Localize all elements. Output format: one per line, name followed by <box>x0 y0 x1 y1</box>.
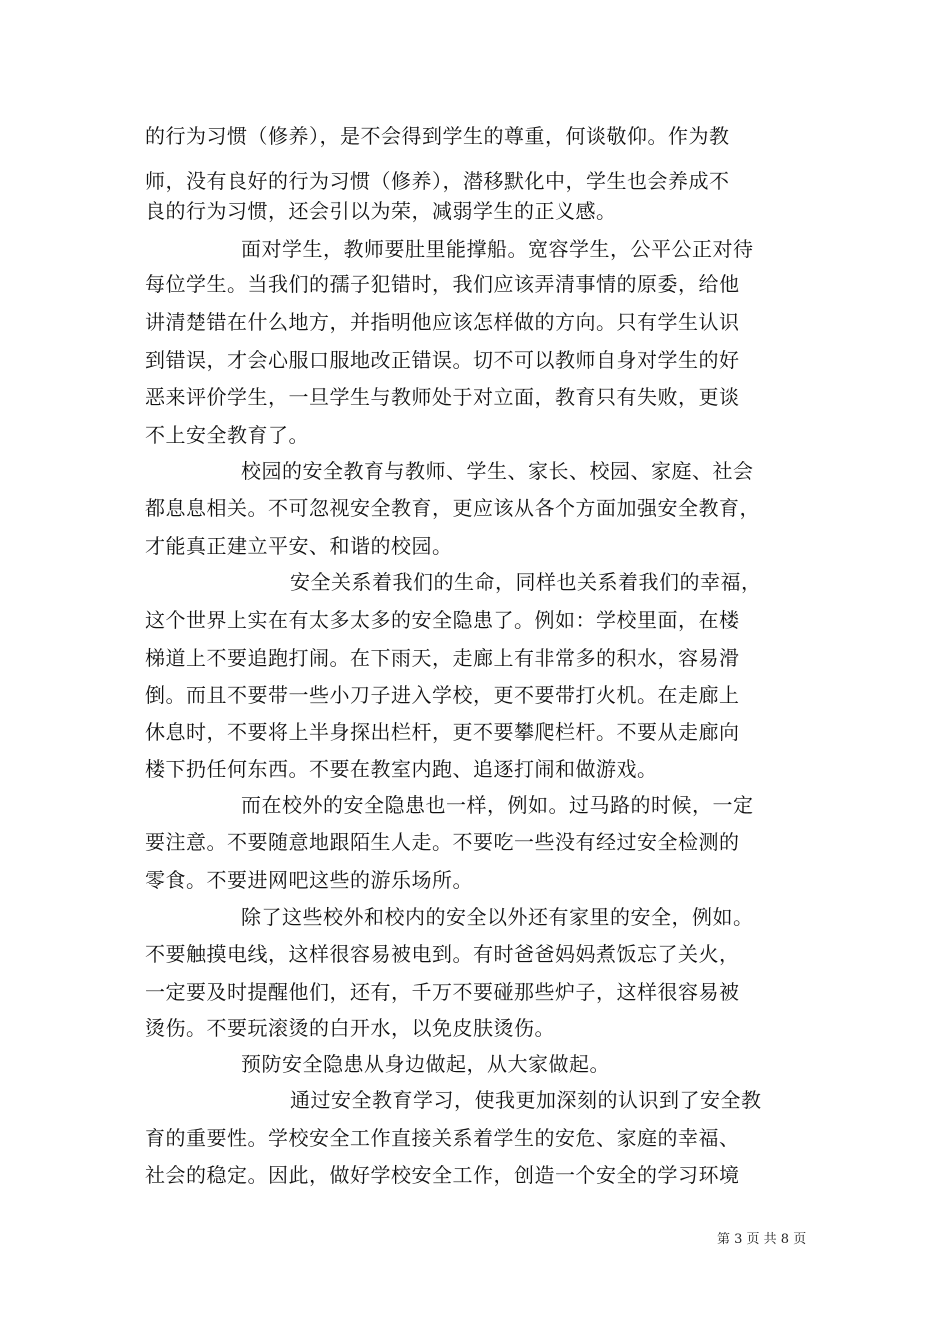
text-line: 预防安全隐患从身边做起，从大家做起。 <box>241 1052 610 1076</box>
text-line: 良的行为习惯，还会引以为荣，减弱学生的正义感。 <box>145 199 617 223</box>
text-line: 恶来评价学生，一旦学生与教师处于对立面，教育只有失败，更谈 <box>145 385 740 409</box>
text-line: 每位学生。当我们的孺子犯错时，我们应该弄清事情的原委，给他 <box>145 272 740 296</box>
text-line: 到错误，才会心服口服地改正错误。切不可以教师自身对学生的好 <box>145 348 740 372</box>
text-line: 育的重要性。学校安全工作直接关系着学生的安危、家庭的幸福、 <box>145 1126 740 1150</box>
text-line: 不要触摸电线，这样很容易被电到。有时爸爸妈妈煮饭忘了关火， <box>145 942 740 966</box>
text-line: 的行为习惯（修养），是不会得到学生的尊重，何谈敬仰。作为教 <box>145 124 730 148</box>
text-line: 而在校外的安全隐患也一样，例如。过马路的时候，一定 <box>241 793 754 817</box>
text-line: 不上安全教育了。 <box>145 423 309 447</box>
text-line: 才能真正建立平安、和谐的校园。 <box>145 534 453 558</box>
text-line: 一定要及时提醒他们，还有，千万不要碰那些炉子，这样很容易被 <box>145 980 740 1004</box>
text-line: 除了这些校外和校内的安全以外还有家里的安全，例如。 <box>241 905 754 929</box>
text-line: 通过安全教育学习，使我更加深刻的认识到了安全教 <box>290 1088 762 1112</box>
text-line: 休息时，不要将上半身探出栏杆，更不要攀爬栏杆。不要从走廊向 <box>145 720 740 744</box>
text-line: 师，没有良好的行为习惯（修养），潜移默化中，学生也会养成不 <box>145 169 730 193</box>
text-line: 烫伤。不要玩滚烫的白开水，以免皮肤烫伤。 <box>145 1016 555 1040</box>
text-line: 零食。不要进网吧这些的游乐场所。 <box>145 868 473 892</box>
text-line: 梯道上不要追跑打闹。在下雨天，走廊上有非常多的积水，容易滑 <box>145 646 740 670</box>
text-line: 楼下扔任何东西。不要在教室内跑、追逐打闹和做游戏。 <box>145 757 658 781</box>
text-line: 倒。而且不要带一些小刀子进入学校，更不要带打火机。在走廊上 <box>145 683 740 707</box>
text-line: 安全关系着我们的生命，同样也关系着我们的幸福， <box>290 570 762 594</box>
page-number: 第 3 页 共 8 页 <box>717 1232 807 1247</box>
text-line: 校园的安全教育与教师、学生、家长、校园、家庭、社会 <box>241 459 754 483</box>
text-line: 面对学生，教师要肚里能撑船。宽容学生，公平公正对待 <box>241 237 754 261</box>
text-line: 社会的稳定。因此，做好学校安全工作，创造一个安全的学习环境 <box>145 1163 740 1187</box>
text-line: 这个世界上实在有太多太多的安全隐患了。例如：学校里面，在楼 <box>145 608 740 632</box>
text-line: 讲清楚错在什么地方，并指明他应该怎样做的方向。只有学生认识 <box>145 310 740 334</box>
text-line: 都息息相关。不可忽视安全教育，更应该从各个方面加强安全教育， <box>145 496 760 520</box>
text-line: 要注意。不要随意地跟陌生人走。不要吃一些没有经过安全检测的 <box>145 830 740 854</box>
